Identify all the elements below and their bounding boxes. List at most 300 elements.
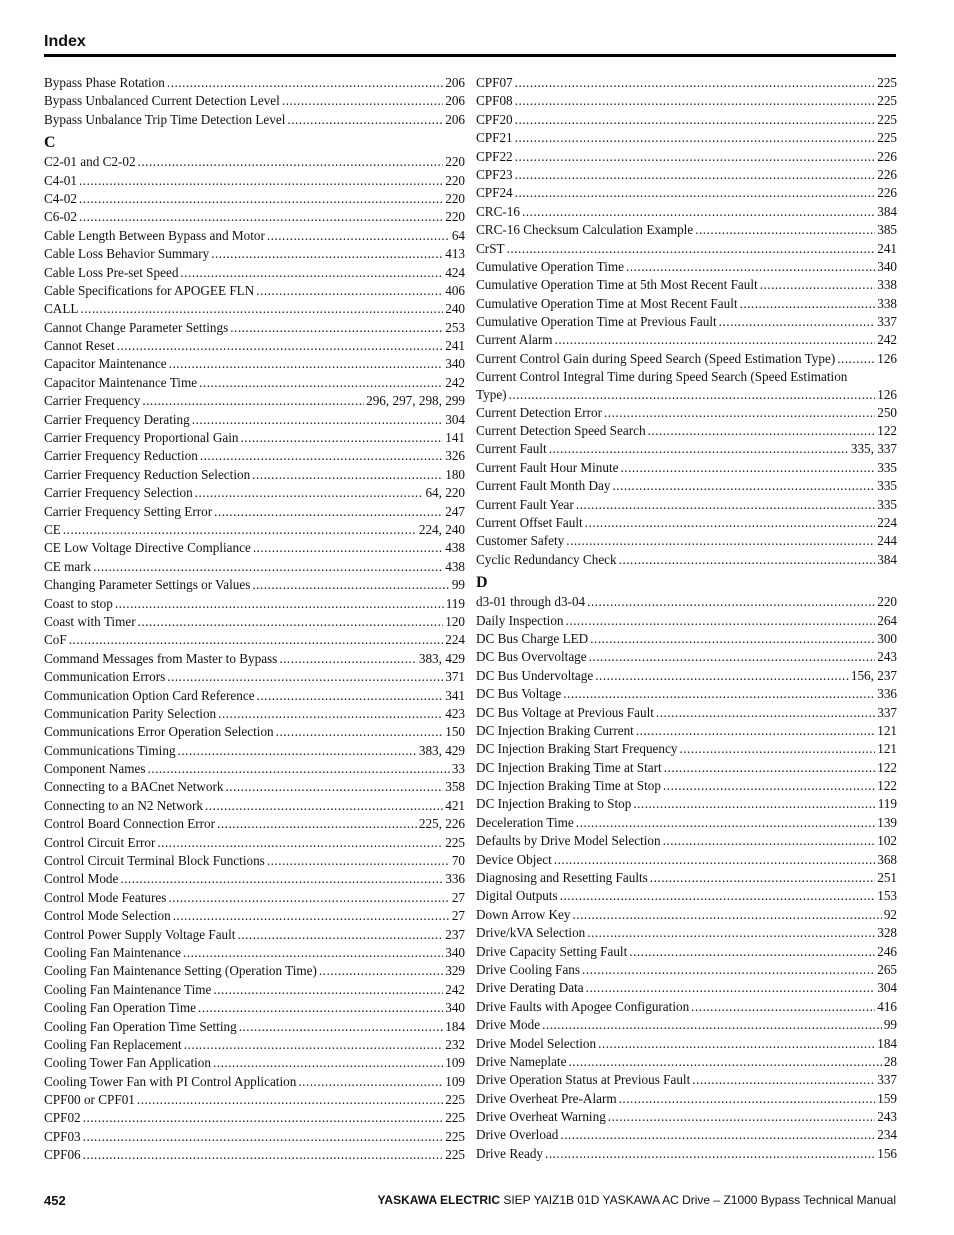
entry-page-ref: 126: [877, 386, 897, 402]
index-entry: [476, 832, 897, 850]
entry-term: Communications Error Operation Selection: [44, 724, 274, 740]
index-column-right: [476, 74, 897, 1163]
entry-page-ref: 225: [445, 1147, 465, 1163]
index-entry: [476, 740, 897, 758]
entry-page-ref: 27: [451, 889, 465, 905]
index-entry: [476, 612, 897, 630]
entry-term: Drive Overload: [476, 1127, 559, 1143]
entry-term: Bypass Phase Rotation: [44, 75, 165, 90]
entry-term: Drive Ready: [476, 1145, 544, 1161]
entry-term: Carrier Frequency Reduction: [44, 448, 198, 464]
entry-page-ref: 225: [877, 75, 897, 90]
entry-page-ref: 226: [877, 166, 897, 182]
entry-term: Defaults by Drive Model Selection: [476, 833, 661, 849]
entry-continuation: [476, 386, 897, 404]
index-entry: [44, 613, 465, 631]
dot-leader: [679, 740, 875, 758]
entry-term: CrST: [476, 240, 505, 256]
dot-leader: [563, 685, 875, 703]
entry-term: Cooling Fan Operation Time Setting: [44, 1018, 237, 1034]
index-entry: [44, 834, 465, 852]
dot-leader: [83, 1128, 444, 1146]
entry-term: Drive Overheat Pre-Alarm: [476, 1090, 617, 1106]
index-entry: [476, 350, 897, 368]
index-entry: [44, 300, 465, 318]
index-entry: [476, 851, 897, 869]
index-entry: [44, 962, 465, 980]
entry-term: Current Detection Speed Search: [476, 423, 646, 439]
entry-term: DC Bus Charge LED: [476, 630, 589, 646]
index-entry: [44, 1128, 465, 1146]
dot-leader: [279, 650, 417, 668]
index-entry: [476, 203, 897, 221]
entry-term: Cooling Tower Fan with PI Control Application: [44, 1073, 297, 1089]
index-entry: [476, 92, 897, 110]
entry-page-ref: 265: [877, 961, 897, 977]
dot-leader: [138, 153, 444, 171]
entry-term: Bypass Unbalanced Current Detection Level: [44, 93, 280, 109]
entry-term: Cooling Tower Fan Application: [44, 1055, 211, 1071]
index-entry: [476, 295, 897, 313]
entry-term: CPF06: [44, 1147, 81, 1163]
index-entry: [476, 648, 897, 666]
index-entry: [476, 166, 897, 184]
index-entry: [476, 313, 897, 331]
entry-page-ref: 340: [445, 944, 465, 960]
entry-page-ref: 338: [877, 277, 897, 293]
entry-term: Control Board Connection Error: [44, 816, 216, 832]
dot-leader: [257, 687, 444, 705]
index-entry: [476, 422, 897, 440]
index-entry: [44, 668, 465, 686]
dot-leader: [587, 924, 875, 942]
dot-leader: [117, 337, 444, 355]
dot-leader: [319, 962, 443, 980]
entry-page-ref: 264: [877, 612, 897, 628]
index-entry: [476, 1108, 897, 1126]
entry-page-ref: 220: [445, 172, 465, 188]
index-entry: [476, 1126, 897, 1144]
index-entry: [44, 539, 465, 557]
entry-page-ref: 234: [877, 1127, 897, 1143]
entry-term: Bypass Unbalance Trip Time Detection Level: [44, 111, 286, 127]
dot-leader: [566, 532, 875, 550]
dot-leader: [137, 1091, 443, 1109]
dot-leader: [93, 558, 443, 576]
entry-term: Connecting to an N2 Network: [44, 797, 203, 813]
entry-term: Current Detection Error: [476, 404, 602, 420]
index-entry: [476, 759, 897, 777]
index-entry: [476, 440, 897, 458]
entry-page-ref: 220: [877, 594, 897, 610]
entry-term: Control Power Supply Voltage Fault: [44, 926, 236, 942]
entry-page-ref: 424: [445, 264, 465, 280]
entry-page-ref: 120: [445, 613, 465, 629]
dot-leader: [664, 759, 876, 777]
index-entry: [44, 778, 465, 796]
index-entry: [44, 411, 465, 429]
index-entry: [44, 1054, 465, 1072]
index-entry: [44, 374, 465, 392]
entry-page-ref: 122: [877, 423, 897, 439]
entry-term: Cannot Change Parameter Settings: [44, 319, 229, 335]
entry-term: Carrier Frequency Proportional Gain: [44, 430, 239, 446]
entry-page-ref: 336: [877, 686, 897, 702]
dot-leader: [549, 440, 849, 458]
entry-term: Drive Capacity Setting Fault: [476, 943, 628, 959]
entry-page-ref: 358: [445, 779, 465, 795]
entry-term: Cooling Fan Maintenance Setting (Operation Time): [44, 963, 317, 979]
dot-leader: [205, 797, 443, 815]
entry-page-ref: 141: [445, 430, 465, 446]
entry-page-ref: 335: [877, 459, 897, 475]
entry-page-ref: 232: [445, 1036, 465, 1052]
dot-leader: [142, 392, 364, 410]
index-entry: [44, 576, 465, 594]
entry-page-ref: 413: [445, 246, 465, 262]
entry-term: Drive Mode: [476, 1017, 541, 1033]
index-entry: [44, 981, 465, 999]
dot-leader: [695, 221, 875, 239]
dot-leader: [542, 1016, 882, 1034]
dot-leader: [252, 576, 449, 594]
entry-page-ref: 220: [445, 190, 465, 206]
entry-term: Coast to stop: [44, 595, 113, 611]
entry-term: Current Fault Hour Minute: [476, 459, 619, 475]
entry-term: DC Injection Braking Current: [476, 722, 634, 738]
index-entry: [476, 704, 897, 722]
dot-leader: [573, 906, 882, 924]
entry-term: Component Names: [44, 761, 146, 777]
entry-page-ref: 326: [445, 448, 465, 464]
index-entry: [476, 1145, 897, 1163]
index-entry: [44, 1036, 465, 1054]
dot-leader: [560, 1126, 875, 1144]
dot-leader: [515, 111, 876, 129]
index-entry: [44, 172, 465, 190]
index-entry: [44, 92, 465, 110]
entry-term: CPF03: [44, 1128, 81, 1144]
entry-term: Cumulative Operation Time: [476, 258, 624, 274]
entry-term: Drive Cooling Fans: [476, 961, 581, 977]
entry-page-ref: 337: [877, 1072, 897, 1088]
entry-page-ref: 153: [877, 888, 897, 904]
entry-term: Cable Length Between Bypass and Motor: [44, 227, 265, 243]
index-entry: [476, 240, 897, 258]
dot-leader: [515, 148, 876, 166]
entry-page-ref: 220: [445, 209, 465, 225]
entry-page-ref: 225: [877, 93, 897, 109]
dot-leader: [256, 282, 443, 300]
dot-leader: [582, 961, 875, 979]
dot-leader: [590, 630, 875, 648]
entry-term: Control Mode Features: [44, 889, 167, 905]
entry-page-ref: 438: [445, 558, 465, 574]
index-entry: [44, 815, 465, 833]
index-entry: [44, 687, 465, 705]
dot-leader: [585, 514, 876, 532]
index-entry: [476, 593, 897, 611]
dot-leader: [199, 374, 443, 392]
dot-leader: [515, 184, 876, 202]
entry-term: Cooling Fan Replacement: [44, 1036, 182, 1052]
dot-leader: [719, 313, 876, 331]
index-entry: [44, 319, 465, 337]
dot-leader: [691, 998, 875, 1016]
dot-leader: [267, 227, 450, 245]
index-entry: [44, 558, 465, 576]
entry-term: Capacitor Maintenance Time: [44, 374, 198, 390]
dot-leader: [253, 539, 443, 557]
index-entry: [44, 723, 465, 741]
entry-page-ref: 383, 429: [418, 742, 465, 758]
dot-leader: [183, 944, 443, 962]
entry-term: C4-02: [44, 190, 77, 206]
index-entry: [44, 74, 465, 92]
index-entry: [44, 484, 465, 502]
dot-leader: [83, 1146, 444, 1164]
entry-term: Connecting to a BACnet Network: [44, 779, 224, 795]
entry-page-ref: 224: [445, 632, 465, 648]
dot-leader: [837, 350, 875, 368]
index-entry: [44, 1091, 465, 1109]
index-entry: [476, 924, 897, 942]
entry-page-ref: 242: [877, 332, 897, 348]
entry-page-ref: 241: [877, 240, 897, 256]
dot-leader: [147, 760, 449, 778]
entry-page-ref: 244: [877, 533, 897, 549]
entry-term: Capacitor Maintenance: [44, 356, 167, 372]
index-entry: [44, 631, 465, 649]
entry-page-ref: 220: [445, 154, 465, 170]
dot-leader: [217, 815, 417, 833]
page-number: 452: [44, 1193, 66, 1208]
entry-page-ref: 368: [877, 851, 897, 867]
entry-page-ref: 304: [877, 980, 897, 996]
index-entry: [476, 532, 897, 550]
entry-term: Current Fault: [476, 441, 547, 457]
index-entry: [476, 1035, 897, 1053]
entry-page-ref: 70: [451, 853, 465, 869]
entry-term: Device Object: [476, 851, 552, 867]
index-entry: [476, 74, 897, 92]
index-entry: [44, 797, 465, 815]
entry-page-ref: 337: [877, 314, 897, 330]
entry-term: C6-02: [44, 209, 77, 225]
entry-page-ref: 335, 337: [850, 441, 897, 457]
entry-term: Changing Parameter Settings or Values: [44, 577, 251, 593]
entry-page-ref: 102: [877, 833, 897, 849]
entry-page-ref: 225: [445, 1128, 465, 1144]
entry-term: Cumulative Operation Time at Previous Fault: [476, 314, 717, 330]
index-entry: [44, 870, 465, 888]
entry-page-ref: 206: [445, 93, 465, 109]
dot-leader: [79, 208, 443, 226]
entry-page-ref: 28: [883, 1053, 897, 1069]
index-entry: [476, 722, 897, 740]
entry-term: CPF21: [476, 130, 513, 146]
dot-leader: [648, 422, 876, 440]
dot-leader: [167, 668, 443, 686]
dot-leader: [69, 631, 443, 649]
dot-leader: [276, 723, 444, 741]
entry-page-ref: 226: [877, 148, 897, 164]
entry-term: Drive Faults with Apogee Configuration: [476, 998, 690, 1014]
dot-leader: [198, 999, 443, 1017]
dot-leader: [507, 240, 876, 258]
index-entry: [44, 503, 465, 521]
index-entry: [44, 245, 465, 263]
entry-term: Carrier Frequency Derating: [44, 411, 190, 427]
index-entry: [476, 979, 897, 997]
index-entry: [476, 795, 897, 813]
entry-term: CE Low Voltage Directive Compliance: [44, 540, 251, 556]
footer-brand: YASKAWA ELECTRIC: [377, 1193, 500, 1207]
index-entry: [476, 777, 897, 795]
dot-leader: [195, 484, 424, 502]
entry-page-ref: 109: [445, 1055, 465, 1071]
index-entry: [476, 111, 897, 129]
entry-page-ref: 64, 220: [425, 485, 465, 501]
dot-leader: [173, 907, 450, 925]
index-entry: [476, 184, 897, 202]
index-entry: [44, 111, 465, 129]
dot-leader: [619, 551, 876, 569]
dot-leader: [566, 612, 876, 630]
dot-leader: [192, 411, 443, 429]
entry-page-ref: 156: [877, 1145, 897, 1161]
index-entry: [44, 595, 465, 613]
entry-term: CPF22: [476, 148, 513, 164]
dot-leader: [515, 129, 876, 147]
index-entry: [476, 869, 897, 887]
entry-term: d3-01 through d3-04: [476, 594, 586, 610]
entry-term: CPF00 or CPF01: [44, 1092, 135, 1108]
entry-page-ref: 335: [877, 496, 897, 512]
index-entry: [44, 153, 465, 171]
entry-term: Cumulative Operation Time at 5th Most Recent Fault: [476, 277, 758, 293]
entry-term: DC Bus Voltage at Previous Fault: [476, 704, 654, 720]
dot-leader: [214, 503, 443, 521]
dot-leader: [604, 404, 875, 422]
entry-term: Current Control Gain during Speed Search (Speed Estimation Type): [476, 350, 836, 366]
entry-page-ref: 384: [877, 551, 897, 567]
entry-page-ref: 139: [877, 814, 897, 830]
entry-term: Cooling Fan Operation Time: [44, 1000, 197, 1016]
entry-term: CPF02: [44, 1110, 81, 1126]
entry-term: Deceleration Time: [476, 814, 574, 830]
entry-page-ref: 384: [877, 203, 897, 219]
dot-leader: [515, 92, 876, 110]
dot-leader: [663, 832, 876, 850]
index-entry: [476, 685, 897, 703]
dot-leader: [239, 1018, 444, 1036]
dot-leader: [576, 814, 875, 832]
index-column-left: [44, 74, 465, 1165]
entry-page-ref: 122: [877, 759, 897, 775]
index-entry: [44, 429, 465, 447]
entry-term: Down Arrow Key: [476, 906, 571, 922]
entry-page-ref: 226: [877, 185, 897, 201]
section-letter: C: [44, 134, 56, 152]
dot-leader: [636, 722, 875, 740]
index-entry: [476, 667, 897, 685]
entry-term: Cable Loss Behavior Summary: [44, 246, 210, 262]
dot-leader: [589, 648, 876, 666]
entry-page-ref: 421: [445, 797, 465, 813]
entry-term: Drive Derating Data: [476, 980, 584, 996]
index-entry: [44, 1073, 465, 1091]
entry-term: CoF: [44, 632, 67, 648]
entry-page-ref: 242: [445, 374, 465, 390]
dot-leader: [225, 778, 443, 796]
entry-page-ref: 243: [877, 649, 897, 665]
entry-page-ref: 150: [445, 724, 465, 740]
index-entry: [476, 404, 897, 422]
entry-page-ref: 383, 429: [418, 650, 465, 666]
entry-page-ref: 423: [445, 705, 465, 721]
index-entry: [44, 208, 465, 226]
dot-leader: [180, 264, 443, 282]
dot-leader: [252, 466, 443, 484]
index-entry: [476, 943, 897, 961]
dot-leader: [515, 74, 876, 92]
dot-leader: [63, 521, 417, 539]
dot-leader: [287, 111, 443, 129]
entry-page-ref: 241: [445, 338, 465, 354]
dot-leader: [663, 777, 875, 795]
index-entry: [476, 129, 897, 147]
entry-term: Carrier Frequency Setting Error: [44, 503, 213, 519]
entry-term: DC Bus Overvoltage: [476, 649, 587, 665]
header-divider: [44, 54, 896, 57]
entry-term: Control Mode: [44, 871, 119, 887]
dot-leader: [595, 667, 849, 685]
dot-leader: [587, 593, 875, 611]
entry-page-ref: 225: [877, 111, 897, 127]
index-entry: [44, 337, 465, 355]
dot-leader: [168, 889, 449, 907]
index-entry: [44, 760, 465, 778]
entry-page-ref: 225: [877, 130, 897, 146]
entry-page-ref: 225, 226: [418, 816, 465, 832]
index-entry: [476, 221, 897, 239]
entry-term: DC Bus Voltage: [476, 686, 562, 702]
dot-leader: [213, 981, 443, 999]
entry-page-ref: 240: [445, 301, 465, 317]
dot-leader: [568, 1053, 881, 1071]
entry-term: Current Offset Fault: [476, 514, 583, 530]
entry-page-ref: 156, 237: [850, 667, 897, 683]
entry-page-ref: 300: [877, 630, 897, 646]
entry-page-ref: 438: [445, 540, 465, 556]
entry-term: Drive Nameplate: [476, 1053, 567, 1069]
index-entry: [476, 1090, 897, 1108]
index-entry: [476, 258, 897, 276]
dot-leader: [515, 166, 876, 184]
index-entry: [476, 1053, 897, 1071]
dot-leader: [138, 613, 444, 631]
entry-term: C2-01 and C2-02: [44, 154, 136, 170]
dot-leader: [760, 276, 876, 294]
dot-leader: [230, 319, 443, 337]
dot-leader: [620, 459, 875, 477]
index-entry: [44, 447, 465, 465]
dot-leader: [120, 870, 443, 888]
dot-leader: [612, 477, 875, 495]
entry-term: Diagnosing and Resetting Faults: [476, 870, 648, 886]
entry-page-ref: 184: [445, 1018, 465, 1034]
